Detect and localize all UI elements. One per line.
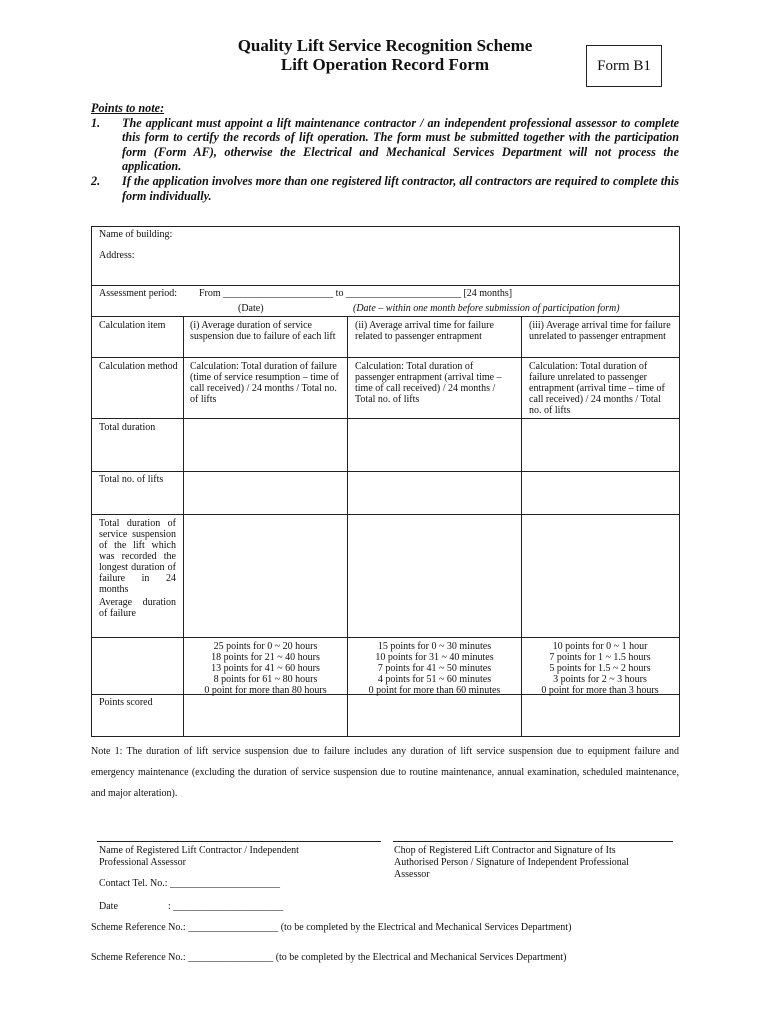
longest-duration-i-cell[interactable]: [184, 515, 347, 637]
score-line: 13 points for 41 ~ 60 hours: [211, 663, 320, 674]
note-text: The applicant must appoint a lift maintenance contractor / an independent professional assessor to complete this form to certify the records of lift operation. The form must be submitted together with the participation form (Form AF), otherwise the Electrical and Mechanical Services Department will not process the application.: [122, 115, 679, 174]
longest-duration-iii-cell[interactable]: [522, 515, 678, 637]
table-divider: [91, 637, 679, 638]
note-number: 2.: [91, 173, 101, 188]
score-line: 10 points for 31 ~ 40 minutes: [375, 652, 494, 663]
address-label: Address:: [99, 250, 135, 261]
points-to-note: [91, 101, 679, 203]
points-iii-cell[interactable]: [522, 695, 678, 735]
score-line: 5 points for 1.5 ~ 2 hours: [549, 663, 651, 674]
calc-method-label: Calculation method: [99, 361, 178, 372]
calc-item-ii: (ii) Average arrival time for failure related to passenger entrapment: [355, 320, 494, 342]
date-range-note: (Date – within one month before submission of participation form): [353, 303, 620, 314]
total-lifts-ii-cell[interactable]: [348, 472, 521, 514]
total-duration-ii-cell[interactable]: [348, 419, 521, 471]
score-line: 15 points for 0 ~ 30 minutes: [377, 641, 492, 652]
form-code-box: [586, 45, 662, 87]
note-1: Note 1: The duration of lift service suspension due to failure includes any duration of lift service suspension due to equipment failure and emergency maintenance (excluding the duration of service suspension due to routine maintenance, annual examination, scheduled maintenance, and major alteration).: [91, 746, 679, 799]
score-line: 0 point for more than 60 minutes: [368, 685, 501, 696]
scheme-reference-row: [91, 952, 566, 963]
calc-item-i: (i) Average duration of service suspension due to failure of each lift: [190, 320, 336, 342]
scheme-ref-blank[interactable]: _________________: [188, 952, 274, 963]
scheme-ref-blank[interactable]: __________________: [188, 922, 279, 933]
average-duration-label: Average duration of failure: [99, 597, 176, 619]
score-line: 0 point for more than 80 hours: [204, 685, 327, 696]
points-i-cell[interactable]: [184, 695, 347, 735]
score-line: 8 points for 61 ~ 80 hours: [213, 674, 318, 685]
calc-method-ii: Calculation: Total duration of passenger entrapment (arrival time – time of call received) / 24 months / Total no. of lifts: [355, 361, 502, 405]
score-line: 7 points for 1 ~ 1.5 hours: [549, 652, 651, 663]
score-scale-iii: [522, 641, 678, 696]
building-name-label: Name of building:: [99, 229, 173, 240]
scheme-ref-label: Scheme Reference No.:: [91, 952, 186, 963]
form-code: Form B1: [597, 57, 651, 74]
calc-item-label: Calculation item: [99, 320, 166, 331]
scheme-reference-row: [91, 922, 571, 933]
total-duration-iii-cell[interactable]: [522, 419, 678, 471]
scheme-ref-note: (to be completed by the Electrical and Mechanical Services Department): [280, 922, 572, 933]
scheme-ref-note: (to be completed by the Electrical and Mechanical Services Department): [275, 952, 567, 963]
table-divider: [91, 357, 679, 358]
form-title: Quality Lift Service Recognition Scheme: [237, 36, 533, 55]
assessment-period-field[interactable]: From ______________________ to _______________________ [24 months]: [199, 288, 513, 299]
scheme-ref-label: Scheme Reference No.:: [91, 922, 186, 933]
total-lifts-iii-cell[interactable]: [522, 472, 678, 514]
form-subtitle: Lift Operation Record Form: [280, 55, 490, 74]
date-label: Date: [99, 901, 118, 912]
score-line: 7 points for 41 ~ 50 minutes: [377, 663, 492, 674]
signature-line-left[interactable]: [97, 841, 381, 842]
score-line: 4 points for 51 ~ 60 minutes: [377, 674, 492, 685]
score-line: 18 points for 21 ~ 40 hours: [211, 652, 320, 663]
score-line: 25 points for 0 ~ 20 hours: [213, 641, 318, 652]
date-field[interactable]: : ______________________: [168, 901, 284, 912]
signature-line-right[interactable]: [393, 841, 673, 842]
score-line: 10 points for 0 ~ 1 hour: [552, 641, 648, 652]
note-text: If the application involves more than one registered lift contractor, all contractors are required to complete this form individually.: [122, 173, 679, 203]
calc-method-iii: Calculation: Total duration of failure unrelated to passenger entrapment (arrival time – time of call received) / 24 months / Total no. of lifts: [529, 361, 665, 416]
note-number: 1.: [91, 115, 101, 130]
assessment-period-label: Assessment period:: [99, 288, 178, 299]
score-line: 0 point for more than 3 hours: [541, 685, 659, 696]
calc-method-i: Calculation: Total duration of failure (time of service resumption – time of call received) / 24 months / Total no. of lifts: [190, 361, 339, 405]
contact-tel-field[interactable]: Contact Tel. No.: ______________________: [99, 878, 281, 889]
points-scored-label: Points scored: [99, 697, 153, 708]
note-item: [91, 174, 679, 203]
score-scale-i: [184, 641, 347, 696]
total-duration-label: Total duration: [99, 422, 156, 433]
total-lifts-i-cell[interactable]: [184, 472, 347, 514]
chop-signature-label: Chop of Registered Lift Contractor and Signature of Its Authorised Person / Signature of Independent Professional Assessor: [394, 845, 629, 880]
points-ii-cell[interactable]: [348, 695, 521, 735]
longest-duration-ii-cell[interactable]: [348, 515, 521, 637]
notes-heading: Points to note:: [91, 101, 165, 115]
table-divider: [91, 316, 679, 317]
note-item: [91, 116, 679, 174]
date-note: (Date): [238, 303, 264, 314]
total-duration-i-cell[interactable]: [184, 419, 347, 471]
table-divider: [91, 285, 679, 286]
score-scale-ii: [348, 641, 521, 696]
contractor-name-label: Name of Registered Lift Contractor / Independent Professional Assessor: [99, 845, 299, 868]
calc-item-iii: (iii) Average arrival time for failure unrelated to passenger entrapment: [529, 320, 671, 342]
total-lifts-label: Total no. of lifts: [99, 474, 164, 485]
score-line: 3 points for 2 ~ 3 hours: [553, 674, 647, 685]
longest-duration-label: Total duration of service suspension of the lift which was recorded the longest duration of failure in 24 months: [99, 518, 176, 595]
